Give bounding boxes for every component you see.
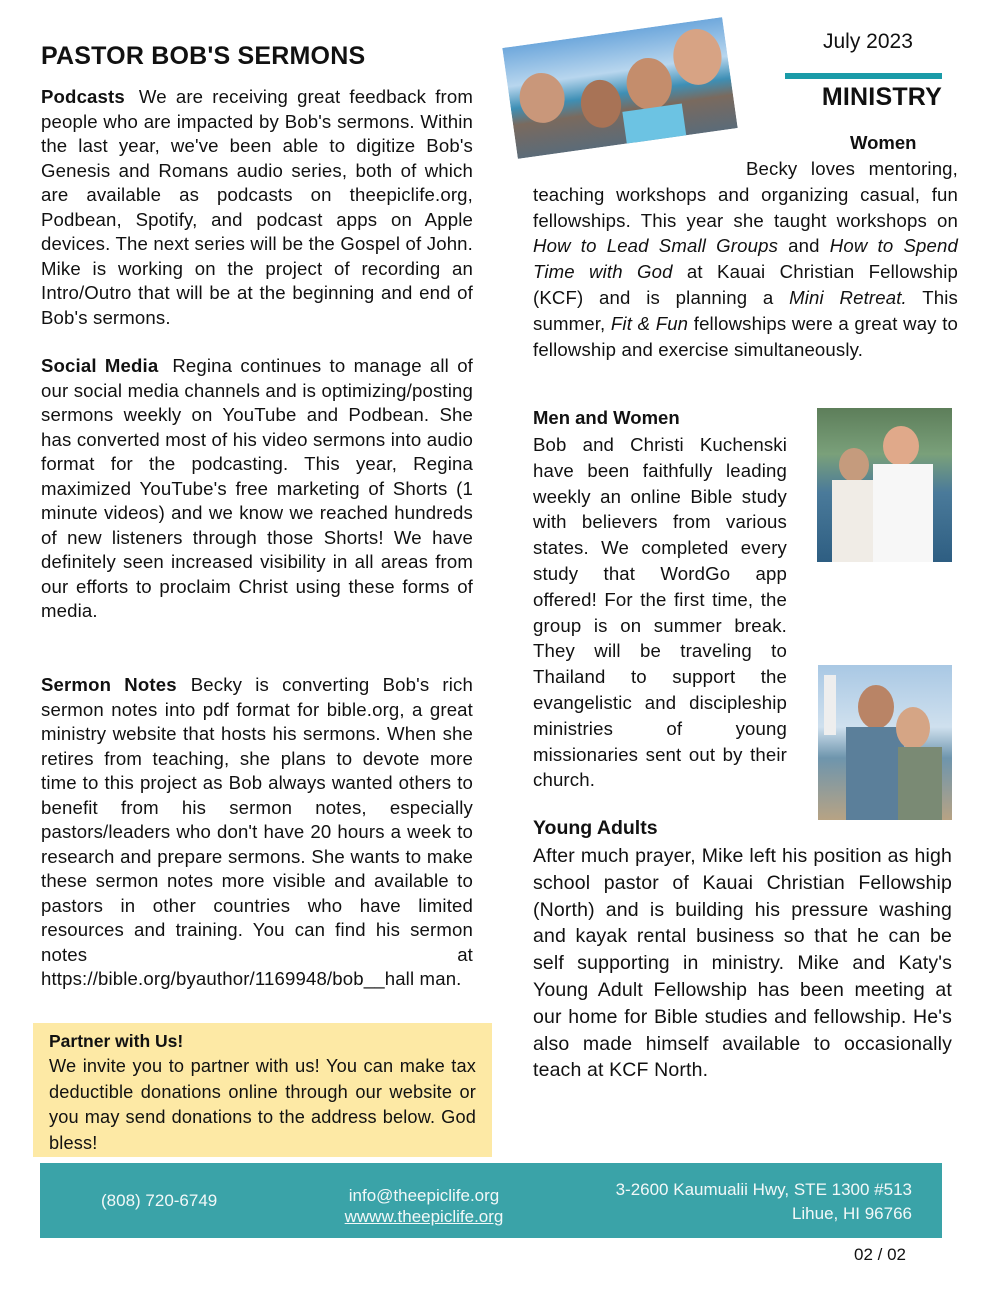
accent-bar	[785, 73, 942, 79]
ministry-title: MINISTRY	[821, 83, 942, 111]
young-adults-heading: Young Adults	[533, 817, 658, 839]
men-women-heading: Men and Women	[533, 407, 680, 428]
sermon-notes-heading: Sermon Notes	[41, 674, 177, 695]
women-text-part: at Kauai Christian Fellowship (KCF) and is planning a	[533, 261, 958, 308]
women-text-part: fellowships were a great way to fellowship and exercise simultaneously.	[533, 312, 959, 360]
contact-footer	[40, 1163, 942, 1238]
phone-number: (808) 720-6749	[101, 1191, 218, 1210]
women-text-part: This summer,	[533, 286, 958, 334]
fellowship-title: Fit & Fun	[610, 312, 689, 334]
women-text-part: and	[778, 235, 830, 257]
website-link[interactable]: wwww.theepiclife.org	[344, 1207, 504, 1226]
women-text	[533, 156, 958, 362]
partner-text: We invite you to partner with us! You can make tax deductible donations online through our website or you may send donations to the address below. God bless!	[49, 1056, 476, 1153]
young-adults-text: After much prayer, Mike left his position as high school pastor of Kauai Christian Fellowship (North) and is building his pressure washing and kayak rental business so that he can be self supporting in ministry. Mike and Katy's Young Adult Fellowship has been meeting at our home for Bible studies and fellowship. He's also made himself available to occasionally teach at KCF North.	[533, 845, 952, 1082]
young-couple-photo	[818, 665, 952, 820]
partner-box	[33, 1023, 492, 1157]
sermon-notes-text: Becky is converting Bob's rich sermon notes into pdf format for bible.org, a great ministry website that hosts his sermons. When she retires from teaching, she plans to devote more time to this project as Bob always wanted others to benefit from his sermon notes, especially pastors/leaders who don't have 20 hours a week to research and prepare sermons. She wants to make these sermon notes more visible and available to pastors in other countries who have limited resources and training. You can find his sermon notes at https://bible.org/byauthor/1169948/bob__hall man.	[41, 674, 473, 989]
email-link[interactable]: info@theepiclife.org	[348, 1186, 500, 1205]
address-line-2: Lihue, HI 96766	[791, 1204, 912, 1223]
issue-date: July 2023	[823, 30, 913, 53]
page-number: 02 / 02	[854, 1245, 906, 1264]
workshop-title: How to Spend Time with God	[533, 235, 958, 283]
workshop-title: How to Lead Small Groups	[533, 235, 779, 257]
women-text-part: Becky loves mentoring, teaching workshops and organizing casual, fun fellowships. This year she taught workshops on	[533, 158, 958, 231]
men-women-text: Bob and Christi Kuchenski have been faithfully leading weekly an online Bible study with believers from various states. We completed every study that WordGo app offered! For the first time, the group is on summer break. They will be traveling to Thailand to support the evangelistic and discipleship ministries of young missionaries sent out by their church.	[533, 434, 787, 791]
podcasts-heading: Podcasts	[41, 86, 125, 107]
women-heading: Women	[850, 132, 917, 153]
social-media-heading: Social Media	[41, 355, 159, 376]
address-line-1: 3-2600 Kaumualii Hwy, STE 1300 #513	[615, 1180, 912, 1199]
couple-photo	[817, 408, 952, 562]
podcasts-paragraph	[41, 85, 473, 330]
retreat-title: Mini Retreat.	[789, 286, 907, 308]
women-group-photo	[500, 15, 740, 161]
section-title: PASTOR BOB'S SERMONS	[41, 42, 366, 70]
social-media-text: Regina continues to manage all of our social media channels and is optimizing/posting sermons weekly on YouTube and Podbean. She has converted most of his video sermons into audio format for the podcasting. This year, Regina maximized YouTube's free marketing of Shorts (1 minute videos) and we know we reached hundreds of new listeners through those Shorts! We have definitely seen increased visibility in all areas from our efforts to proclaim Christ using these forms of media.	[41, 355, 473, 621]
social-media-paragraph	[41, 354, 473, 624]
podcasts-text: We are receiving great feedback from people who are impacted by Bob's sermons. Within the last year, we've been able to digitize Bob's Genesis and Romans audio series, both of which are available as podcasts on theepiclife.org, Podbean, Spotify, and podcast apps on Apple devices. The next series will be the Gospel of John. Mike is working on the project of recording an Intro/Outro that will be at the beginning and end of Bob's sermons.	[41, 86, 473, 328]
sermon-notes-paragraph	[41, 673, 473, 992]
partner-heading: Partner with Us!	[49, 1031, 184, 1051]
